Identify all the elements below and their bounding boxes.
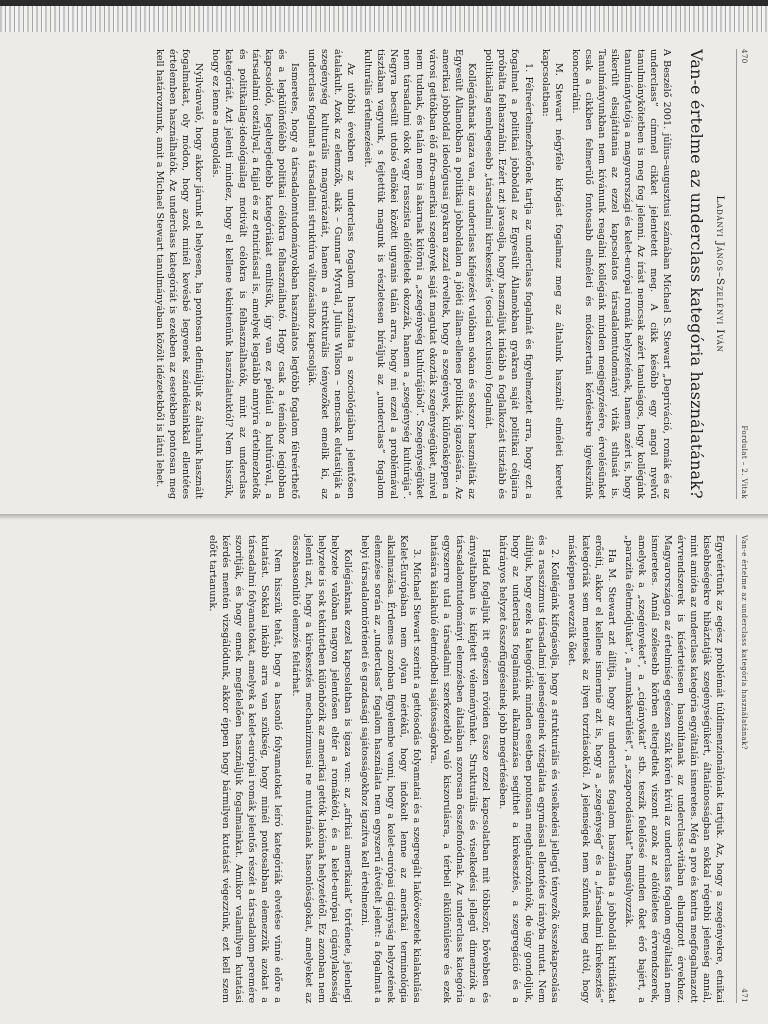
book-spine [0,6,768,32]
left-page-rotated-content [14,39,754,509]
body-paragraph: Hadd foglaljuk itt egészen röviden össze ezzel kapcsolatban mit többször, bővebben és árnyaltabban is kifejtett véleményünket. Strukturális és viselkedési jellegű dimenziók a társadalomtudományi elemzésben általában szorosan összefonódnak. Az underclass kategória egyszerre utal a társadalmi szerkezetből való kiszorulásra, a térbeli elkülönülésre és ezek hatására kialakuló életmódbeli sajátosságokra. [428,535,492,1003]
body-paragraph: Ha M. Stewart azt állítja, hogy az underclass fogalom használata a jobboldali kritikákat erősíti, akkor el kellene ismernie azt is, hogy a „szegénység” és a „társadalmi kirekesztés” kategóriák sem mentesek az ilyen torzításoktól. A jelenségek nem szűnnek meg attól, hogy másképpen nevezzük őket. [566,535,617,1003]
article-authors: Ladányi János–Szelényi Iván [714,195,726,353]
body-paragraph: Nem hisszük tehát, hogy a hasonló folyamatokat leíró kategóriák elvetése vinné előre a kutatást. Sokkal inkább arra van szükség, hogy minél pontosabban elemezzük azokat a társadalmi folyamatokat, amelyek a kelet-európai romák jelentős részét a társadalom peremére szorítják, és hogy ennek megfelelően használjuk fogalmainkat. Amikor valamilyen kutatási kérdés mentén vizsgálódunk, akkor éppen hogy bármilyen kutatást végezzünk, ezt kell szem előtt tartanunk. [207,535,284,1003]
article-title: Van-e értelme az underclass kategória használatának? [687,49,706,499]
right-page [0,520,768,1018]
left-running-head [736,49,748,499]
body-paragraph: Egyetértünk az egész problémát túldimenzionálónak tartjuk. Az, hogy a szegényekre, etnikai kisebbségekre hibáztatják szegénységükért, általánosságban sokkal régebbi jelenség annál, mint amióta az underclass kategória egyáltalán ismeretes. Még a pro és kontra megfogalmazott érvrendszerek is kísértetiesen hasonlítanak az underclass-vitában elhangzott érvekhez. Magyarországon az értelmiség egészen szűk körén kívül az underclass fogalom egyáltalán nem ismeretes. Annál szélesebb körben elterjedtek viszont azok az előítéletes érvrendszerek, amelyek a „szegényeket”, a „cigányokat” stb. teszik felelőssé minden őket érő bajért, a „parazita életmódjukat”, a „munkakerülést”, a „szaporodásukat” hangsúlyozzák. [622,535,725,1003]
body-paragraph: M. Stewart négyféle kifogást fogalmaz meg az általunk használt elméleti keretet kapcsolatban: [539,49,564,499]
body-paragraph: 3. Michael Stewart szerint a gettósodás folyamatai és a szegregált lakóövezetek kialakulása Kelet-Európában nem olyan mértékű, hogy indokolt lenne az amerikai terminológia alkalmazása. Érdemes azonban figyelembe venni, hogy a kelet-európai cigányság helyzetének elemzése során az „underclass” fogalom használata nem egyszerű átvételt jelent: a fogalmat a helyi társadalomtörténeti és gazdasági sajátosságokhoz igazítva kell értelmezni. [358,535,422,1003]
body-paragraph: Kollégánknak ezzel kapcsolatban is igaza van: az „afrikai amerikaiak” története, jelenlegi helyzete valóban nagyon jelentősen eltér a romákétól, és a kelet-európai cigánylakosság helyzete is sok tekintetben különbözik az amerikai gettók lakóinak helyzetétől. Ez azonban nem jelenti azt, hogy a kirekesztés mechanizmusai ne mutatnának hasonlóságokat, amelyeket az összehasonlító elemzés feltárhat. [289,535,353,1003]
body-paragraph: Nyilvánvaló, hogy akkor járunk el helyesen, ha pontosan definiáljuk az általunk használt fogalmakat, oly módon, hogy azok minél kevésbé legyenek szándékainkkal ellentétes értelemben használhatók. Az underclass kategóriát is ezekben az esetekben pontosan meg kell határoznunk, amit a Michael Stewart tanulmányában közölt idézetekből is látni lehet. [154,49,205,499]
left-page [0,34,768,514]
body-paragraph: Az utóbbi években az underclass fogalom használata a szociológiában jelentősen átalakult. Azok az elemzők, akik – Gunnar Myrdal, Julius Wilson – nemcsak elutasítják a szegénység kulturális magyarázatát, hanem a strukturális tényezőket emelik ki, az underclass fogalmat a társadalmi struktúra változásaihoz kapcsolják. [305,49,356,499]
right-running-head [736,535,748,1003]
right-page-rotated-content [14,525,754,1013]
body-paragraph: Ismeretes, hogy a társadalomtudományokban használatos legtöbb fogalom félreérthető és a legkülönfélébb politikai célokra felhasználható. Hogy csak a témához legjobban kapcsolódó, legelterjedtebb kategóriákat említsük, így van ez például a kultúrával, a társadalmi osztállyal, a fajjal és az etnicitással is, amelyek legalább annyira értelmezhetők és politikailag-ideológiailag motivált célokra is felhasználhatók, mint az underclass kategóriát. Azt jelenti mindez, hogy el kellene tekintenünk használatuktól? Nem hisszük, hogy ez lenne a megoldás. [210,49,300,499]
right-running-title: Van-e értelme az underclass kategória használatának? [740,535,748,750]
body-paragraph: A Beszélő 2001. július–augusztusi számában Michael S. Stewart „Depriváció, romák és az underclass” címmel cikket jelentetett meg. A cikk később egy angol nyelvű tanulmánykötetben is meg fog jelenni. Az írást nemcsak azért tanulságos, hogy kollégánk tanulmánytatója a magyarországi és kelet-európai romák helyzetének, hanem azért is, hogy sikerült elsajátítania az ezzel kapcsolatos társadalomtudományi viták stílusát is. Tanulmányunkban nem kívánunk reagálni kollégánk minden megjegyzésére, érvelésünket csak a cikkben felmerülő fontosabb elméleti és módszertani kérdésekre igyekszünk koncentrálni. [569,49,672,499]
body-paragraph: 2. Kollégánk kifogásolja, hogy a strukturális és viselkedési jellegű tényezők összekapcsolása és a rasszizmus társadalmi jelenségeinek vizsgálata egymással ellentétes irányba mutat. Nem állítjuk, hogy ezek a kategóriák minden esetben pontosan meghatározhatók, de úgy gondoljuk, hogy az underclass fogalmának alkalmazása segíthet a kirekesztés, a szegregáció és a hátrányos helyzet összefüggéseinek jobb megértésében. [497,535,561,1003]
body-paragraph: 1. Félreértelmezhetőnek tartja az underclass fogalmát és figyelmeztet arra, hogy ezt a fogalmat a politikai jobboldal az Egyesült Államokban gyakran saját politikai céljaira próbálta felhasználni. Ezért azt javasolja, hogy használjuk inkább a foglalkozást tisztább és politikailag semlegesebb „társadalmi kirekesztés” (social exclusion) fogalmát. [483,49,534,499]
right-page-number: 471 [740,988,748,1003]
journal-name: Fordulat – 2. Vitak [740,425,748,499]
left-page-number: 470 [740,49,748,64]
body-paragraph: Kollégánknak igaza van, az underclass kifejezést valóban sokan és sokszor használták az Egyesült Államokban a politikai jobboldalon a jóléti állam-ellenes politikák igazolására. Az amerikai jobboldal ideológusai gyakran azzal érveltek, hogy a szegények, különösképpen a városi gettókban élő afro-amerikai szegények saját magukat okozták szegénységüket, mivel nem tudnak, és talán nem is akarnak kitörni a „szegénység kultúrájából”. Szegénységüket nem társadalmi okok vagy rasszista előítéletek okozzák, hanem a „szegénység kultúrája”. Negyra becsült utolsó elnökei között ugyanis talán arra, hogy mi ezzel a problémával tisztában vagyunk, s fejtettük magunk is részletesen bíráljuk az „underclass” fogalom kulturális értelmezéseit. [361,49,478,499]
